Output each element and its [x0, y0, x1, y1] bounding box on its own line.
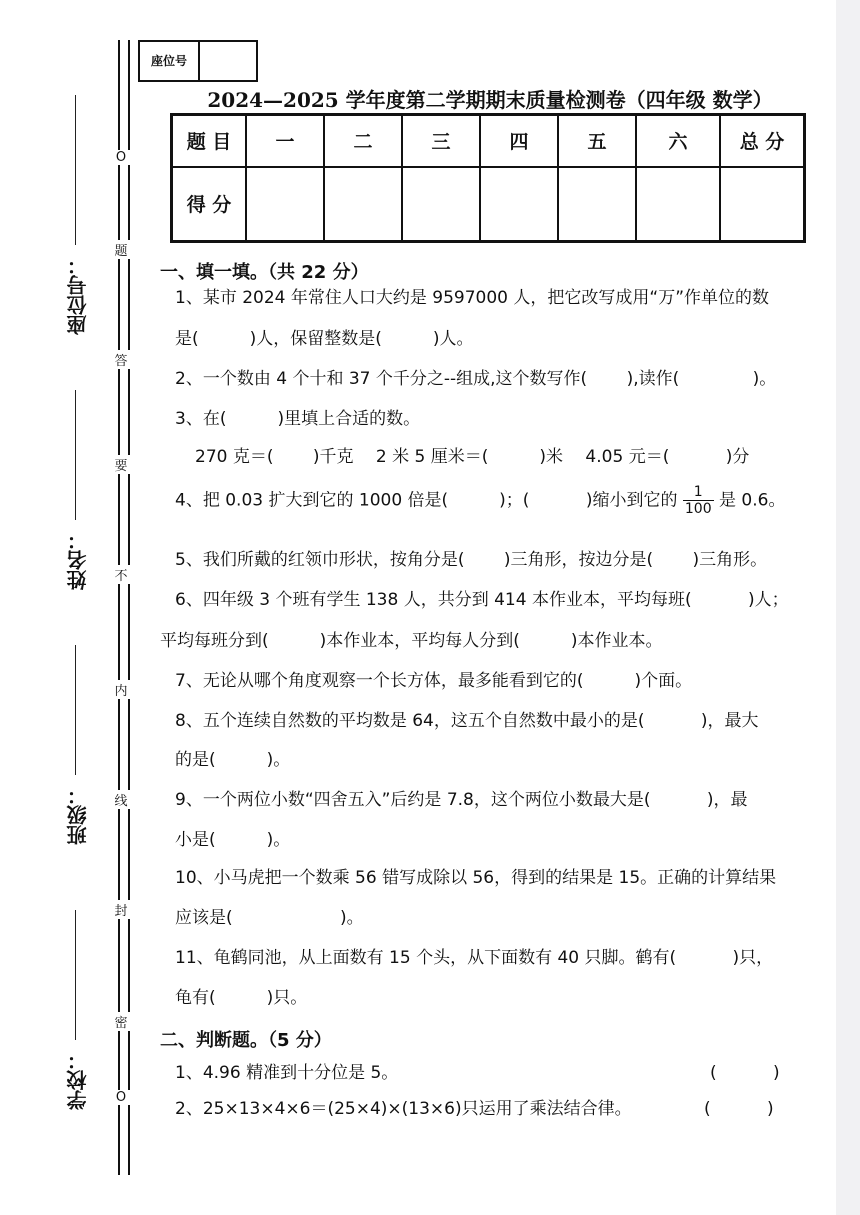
seat-number-box-label: 座位号: [140, 42, 200, 80]
score-cell[interactable]: [402, 167, 480, 242]
seal-char: O: [110, 150, 132, 165]
question-line: 平均每班分到( )本作业本，平均每人分到( )本作业本。: [160, 631, 663, 651]
question-line: 1、某市 2024 年常住人口大约是 9597000 人，把它改写成用“万”作单位的数: [175, 288, 770, 308]
question-line: 270 克＝( )千克 2 米 5 厘米＝( )米 4.05 元＝( )分: [195, 447, 750, 467]
seal-char: 不: [110, 565, 132, 584]
seal-char: O: [110, 1090, 132, 1105]
score-cell[interactable]: [324, 167, 402, 242]
question-line: 2、一个数由 4 个十和 37 个千分之--组成,这个数写作( ),读作( )。: [175, 369, 777, 389]
score-header-cell: 三: [402, 115, 480, 167]
score-table: [170, 113, 806, 243]
question-line: 龟有( )只。: [175, 988, 308, 1008]
exam-title: 2024—2025 学年度第二学期期末质量检测卷（四年级 数学）: [207, 88, 773, 112]
name-field: [55, 530, 95, 630]
seal-char: 内: [110, 680, 132, 699]
seat-number-line: [75, 95, 77, 245]
question-line-fraction: [175, 484, 785, 517]
seat-number-field: [55, 255, 95, 365]
question-text: 4、把 0.03 扩大到它的 1000 倍是( )；( )缩小到它的: [175, 490, 678, 511]
score-header-cell: 六: [636, 115, 720, 167]
score-header-cell: 五: [558, 115, 636, 167]
judge-item-bracket[interactable]: ( ): [704, 1099, 774, 1119]
score-cell[interactable]: [720, 167, 805, 242]
name-line: [75, 390, 77, 520]
question-line: 3、在( )里填上合适的数。: [175, 409, 421, 429]
school-field: [55, 1050, 95, 1150]
fraction: [683, 484, 714, 517]
class-field: [55, 785, 95, 885]
judge-item-text: 2、25×13×4×6＝(25×4)×(13×6)只运用了乘法结合律。: [175, 1099, 632, 1119]
score-value-row: [172, 167, 805, 242]
score-cell[interactable]: [480, 167, 558, 242]
question-line: 是( )人，保留整数是( )人。: [175, 329, 474, 349]
score-header-row: [172, 115, 805, 167]
seal-char: 题: [110, 240, 132, 259]
school-label: 学校：: [66, 1050, 90, 1110]
judge-item-text: 1、4.96 精准到十分位是 5。: [175, 1063, 399, 1083]
binding-line: [118, 40, 130, 1175]
page-edge: [836, 0, 860, 1215]
score-header-cell: 一: [246, 115, 324, 167]
seal-char: 线: [110, 790, 132, 809]
seal-char: 答: [110, 350, 132, 369]
judge-item-bracket[interactable]: ( ): [710, 1063, 780, 1083]
question-line: 8、五个连续自然数的平均数是 64，这五个自然数中最小的是( )，最大: [175, 711, 759, 731]
section-heading: 二、判断题。（5 分）: [160, 1030, 332, 1051]
seat-number-box: [138, 40, 258, 82]
question-line: 的是( )。: [175, 750, 291, 770]
fraction-numerator: 1: [683, 484, 714, 501]
class-line: [75, 645, 77, 775]
question-line: 小是( )。: [175, 830, 291, 850]
seal-char: 密: [110, 1012, 132, 1031]
score-cell[interactable]: [636, 167, 720, 242]
score-cell[interactable]: [558, 167, 636, 242]
question-line: 7、无论从哪个角度观察一个长方体，最多能看到它的( )个面。: [175, 671, 693, 691]
seal-char: 要: [110, 455, 132, 474]
fraction-denominator: 100: [684, 501, 712, 517]
score-header-cell: 二: [324, 115, 402, 167]
score-header-cell: 总 分: [720, 115, 805, 167]
class-label: 班级：: [66, 785, 90, 845]
score-header-cell: 题 目: [172, 115, 247, 167]
question-text: 是 0.6。: [719, 490, 786, 511]
question-line: 应该是( )。: [175, 908, 364, 928]
school-line: [75, 910, 77, 1040]
question-line: 11、龟鹤同池，从上面数有 15 个头，从下面数有 40 只脚。鹤有( )只，: [175, 948, 774, 968]
question-line: 5、我们所戴的红领巾形状，按角分是( )三角形，按边分是( )三角形。: [175, 550, 768, 570]
seat-number-label: 座位号：: [66, 255, 90, 335]
score-row-label: 得 分: [172, 167, 247, 242]
question-line: 9、一个两位小数“四舍五入”后约是 7.8，这个两位小数最大是( )，最: [175, 790, 748, 810]
score-cell[interactable]: [246, 167, 324, 242]
seal-char: 封: [110, 900, 132, 919]
score-header-cell: 四: [480, 115, 558, 167]
name-label: 姓名：: [66, 530, 90, 590]
question-line: 10、小马虎把一个数乘 56 错写成除以 56，得到的结果是 15。正确的计算结果: [175, 868, 777, 888]
question-line: 6、四年级 3 个班有学生 138 人，共分到 414 本作业本，平均每班( )人；: [175, 590, 789, 610]
section-heading: 一、填一填。（共 22 分）: [160, 262, 369, 283]
